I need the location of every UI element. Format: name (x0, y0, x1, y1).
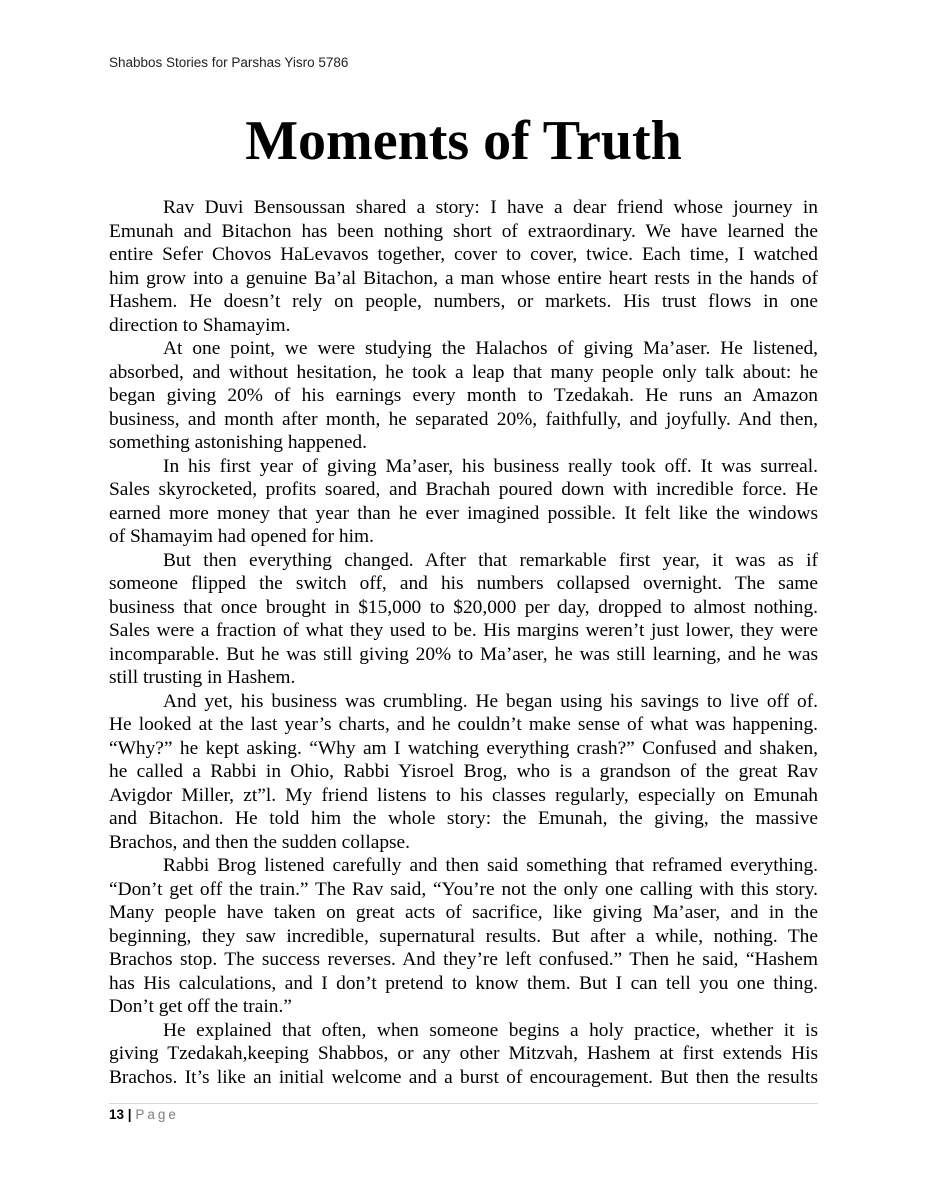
text-line: has His calculations, and I don’t pretend to know them. But I can tell you one thing. (109, 972, 818, 994)
text-line: Hashem. He doesn’t rely on people, numbers, or markets. His trust flows in one (109, 291, 818, 312)
paragraph (109, 549, 818, 690)
text-line: Brachos stop. The success reverses. And they’re left confused.” Then he said, “Hashem (109, 949, 818, 970)
text-line: business that once brought in $15,000 to $20,000 per day, dropped to almost nothing. (109, 596, 818, 618)
text-line: of Shamayim had opened for him. (109, 526, 374, 547)
article-body (109, 196, 818, 1089)
text-line: Sales were a fraction of what they used to be. His margins weren’t just lower, they were (109, 620, 818, 641)
paragraph (109, 196, 818, 337)
text-line: something astonishing happened. (109, 432, 367, 453)
text-line: him grow into a genuine Ba’al Bitachon, a man whose entire heart rests in the hands of (109, 267, 818, 289)
text-line: Rav Duvi Bensoussan shared a story: I have a dear friend whose journey in (163, 197, 818, 218)
text-line: Emunah and Bitachon has been nothing short of extraordinary. We have learned the (109, 220, 818, 242)
text-line: He looked at the last year’s charts, and he couldn’t make sense of what was happening. (109, 714, 818, 735)
text-line: Many people have taken on great acts of sacrifice, like giving Ma’aser, and in the (109, 902, 818, 923)
text-line: At one point, we were studying the Halachos of giving Ma’aser. He listened, (163, 338, 818, 359)
text-line: Brachos, and then the sudden collapse. (109, 831, 411, 853)
article-title: Moments of Truth (245, 110, 682, 172)
text-line: He explained that often, when someone begins a holy practice, whether it is (163, 1019, 818, 1041)
text-line: and Bitachon. He told him the whole story: the Emunah, the giving, the massive (109, 808, 818, 829)
page-footer (109, 1107, 179, 1122)
running-header: Shabbos Stories for Parshas Yisro 5786 (109, 55, 349, 70)
paragraph (109, 455, 818, 549)
text-line: Sales skyrocketed, profits soared, and Brachah poured down with incredible force. He (109, 479, 818, 500)
text-line: still trusting in Hashem. (109, 667, 296, 688)
paragraph (109, 854, 818, 1019)
text-line: “Why?” he kept asking. “Why am I watching everything crash?” Confused and shaken, (109, 737, 818, 759)
paragraph (109, 337, 818, 455)
text-line: absorbed, and without hesitation, he took a leap that many people only talk about: he (109, 361, 818, 383)
text-line: someone flipped the switch off, and his numbers collapsed overnight. The same (109, 573, 818, 594)
text-line: incomparable. But he was still giving 20% to Ma’aser, he was still learning, and he was (109, 643, 818, 665)
text-line: Rabbi Brog listened carefully and then said something that reframed everything. (163, 855, 818, 876)
text-line: entire Sefer Chovos HaLevavos together, cover to cover, twice. Each time, I watched (109, 244, 818, 265)
text-line: Avigdor Miller, zt”l. My friend listens to his classes regularly, especially on Emunah (109, 784, 818, 806)
text-line: Don’t get off the train.” (109, 996, 292, 1017)
text-line: began giving 20% of his earnings every month to Tzedakah. He runs an Amazon (109, 385, 818, 406)
text-line: In his first year of giving Ma’aser, his business really took off. It was surreal. (163, 455, 818, 477)
page-label: Page (135, 1107, 179, 1122)
text-line: earned more money that year than he ever imagined possible. It felt like the windows (109, 502, 818, 524)
text-line: giving Tzedakah,keeping Shabbos, or any other Mitzvah, Hashem at first extends His (109, 1043, 818, 1064)
text-line: “Don’t get off the train.” The Rav said, “You’re not the only one calling with this story. (109, 878, 818, 900)
paragraph (109, 1019, 818, 1090)
page-number: 13 (109, 1107, 125, 1122)
paragraph (109, 690, 818, 855)
text-line: he called a Rabbi in Ohio, Rabbi Yisroel Brog, who is a grandson of the great Rav (109, 761, 818, 782)
footer-separator: | (127, 1107, 132, 1122)
text-line: direction to Shamayim. (109, 314, 291, 336)
text-line: But then everything changed. After that remarkable first year, it was as if (163, 549, 818, 571)
text-line: business, and month after month, he separated 20%, faithfully, and joyfully. And then, (109, 408, 818, 430)
text-line: beginning, they saw incredible, supernatural results. But after a while, nothing. The (109, 925, 818, 947)
text-line: And yet, his business was crumbling. He began using his savings to live off of. (163, 690, 818, 712)
text-line: Brachos. It’s like an initial welcome and a burst of encouragement. But then the results (109, 1066, 818, 1088)
footer-divider (109, 1103, 818, 1104)
